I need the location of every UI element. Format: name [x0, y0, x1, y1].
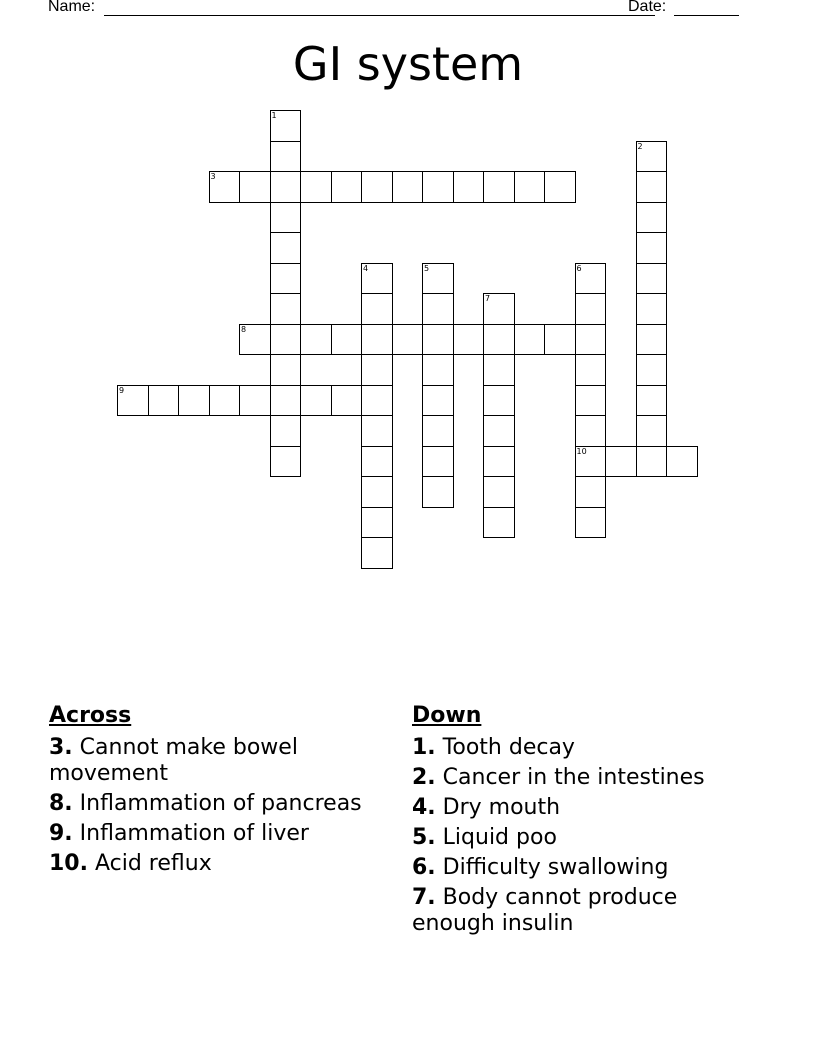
grid-cell[interactable]	[270, 354, 302, 386]
grid-cell[interactable]	[422, 263, 454, 295]
grid-cell[interactable]	[300, 324, 332, 356]
across-clue	[49, 791, 369, 817]
clue-text: Tooth decay	[435, 735, 575, 760]
grid-cell[interactable]	[331, 324, 363, 356]
across-clue	[49, 735, 369, 787]
grid-cell[interactable]	[361, 446, 393, 478]
puzzle-title: GI system	[292, 37, 524, 91]
clue-number-label: 9.	[49, 821, 73, 846]
across-clues	[49, 701, 369, 881]
grid-cell[interactable]	[483, 324, 515, 356]
grid-cell[interactable]	[422, 293, 454, 325]
grid-cell[interactable]	[239, 324, 271, 356]
grid-cell[interactable]	[544, 324, 576, 356]
grid-cell[interactable]	[300, 171, 332, 203]
date-label: Date:	[628, 0, 667, 15]
grid-cell[interactable]	[514, 324, 546, 356]
grid-cell[interactable]	[575, 446, 607, 478]
clue-text: Cancer in the intestines	[435, 765, 705, 790]
across-clue	[49, 821, 369, 847]
grid-cell[interactable]	[575, 415, 607, 447]
grid-cell[interactable]	[636, 324, 668, 356]
grid-cell[interactable]	[300, 385, 332, 417]
grid-cell[interactable]	[636, 415, 668, 447]
down-clue	[412, 855, 752, 881]
grid-cell[interactable]	[361, 171, 393, 203]
grid-cell[interactable]	[361, 263, 393, 295]
clue-text: Liquid poo	[435, 825, 557, 850]
grid-cell[interactable]	[361, 385, 393, 417]
grid-cell[interactable]	[361, 476, 393, 508]
clue-number: 8	[241, 324, 247, 334]
grid-cell[interactable]	[636, 446, 668, 478]
clue-number-label: 5.	[412, 825, 436, 850]
clue-number-label: 1.	[412, 735, 436, 760]
down-clue	[412, 735, 752, 761]
grid-cell[interactable]	[148, 385, 180, 417]
clue-number-label: 10.	[49, 851, 88, 876]
grid-cell[interactable]	[361, 537, 393, 569]
down-clue	[412, 765, 752, 791]
down-clue-list	[412, 735, 752, 937]
grid-cell[interactable]	[422, 324, 454, 356]
down-clue	[412, 825, 752, 851]
grid-cell[interactable]	[636, 202, 668, 234]
grid-cell[interactable]	[483, 446, 515, 478]
across-clue	[49, 851, 369, 877]
grid-cell[interactable]	[483, 171, 515, 203]
grid-cell[interactable]	[209, 385, 241, 417]
grid-cell[interactable]	[575, 385, 607, 417]
grid-cell[interactable]	[270, 202, 302, 234]
clue-text: Cannot make bowel movement	[49, 735, 298, 786]
clue-number: 7	[485, 294, 491, 303]
clue-text: Difficulty swallowing	[435, 855, 669, 880]
grid-cell[interactable]	[270, 446, 302, 478]
grid-cell[interactable]	[270, 110, 302, 142]
grid-cell[interactable]	[483, 354, 515, 386]
clue-number: 9	[119, 385, 125, 395]
grid-cell[interactable]	[239, 171, 271, 203]
clue-number: 3	[210, 172, 216, 181]
grid-cell[interactable]	[422, 354, 454, 386]
grid-cell[interactable]	[483, 385, 515, 417]
grid-cell[interactable]	[270, 232, 302, 264]
grid-cell[interactable]	[361, 324, 393, 356]
grid-cell[interactable]	[361, 415, 393, 447]
grid-cell[interactable]	[361, 354, 393, 386]
grid-cell[interactable]	[422, 171, 454, 203]
clue-number-label: 7.	[412, 885, 436, 910]
clue-number: 2	[637, 141, 643, 151]
down-clues	[412, 701, 752, 941]
clue-text: Body cannot produce enough insulin	[412, 885, 678, 936]
grid-cell[interactable]	[270, 171, 302, 203]
clue-text: Acid reflux	[87, 851, 212, 876]
grid-cell[interactable]	[270, 415, 302, 447]
grid-cell[interactable]	[422, 415, 454, 447]
grid-cell[interactable]	[575, 354, 607, 386]
grid-cell[interactable]	[636, 171, 668, 203]
clue-number: 1	[271, 111, 277, 120]
grid-cell[interactable]	[270, 141, 302, 173]
grid-cell[interactable]	[453, 171, 485, 203]
clue-text: Inflammation of liver	[72, 821, 309, 846]
across-clue-list	[49, 735, 369, 877]
grid-cell[interactable]	[483, 476, 515, 508]
grid-cell[interactable]	[636, 354, 668, 386]
grid-cell[interactable]	[636, 385, 668, 417]
clue-number: 4	[363, 263, 369, 273]
grid-cell[interactable]	[392, 171, 424, 203]
clue-number: 5	[424, 263, 430, 273]
grid-cell[interactable]	[636, 232, 668, 264]
clue-text: Dry mouth	[435, 795, 561, 820]
clue-number-label: 3.	[49, 735, 73, 760]
clue-number-label: 6.	[412, 855, 436, 880]
grid-cell[interactable]	[361, 507, 393, 539]
grid-cell[interactable]	[483, 293, 515, 325]
grid-cell[interactable]	[209, 171, 241, 203]
clue-number-label: 8.	[49, 791, 73, 816]
grid-cell[interactable]	[575, 507, 607, 539]
grid-cell[interactable]	[483, 507, 515, 539]
grid-cell[interactable]	[270, 324, 302, 356]
grid-cell[interactable]	[575, 263, 607, 295]
down-heading: Down	[412, 703, 482, 728]
across-heading: Across	[49, 703, 132, 728]
grid-cell[interactable]	[544, 171, 576, 203]
clue-number: 10	[576, 446, 587, 456]
grid-cell[interactable]	[666, 446, 698, 478]
grid-cell[interactable]	[575, 476, 607, 508]
grid-cell[interactable]	[331, 171, 363, 203]
grid-cell[interactable]	[361, 293, 393, 325]
grid-cell[interactable]	[331, 385, 363, 417]
grid-cell[interactable]	[575, 324, 607, 356]
grid-cell[interactable]	[422, 476, 454, 508]
grid-cell[interactable]	[178, 385, 210, 417]
grid-cell[interactable]	[636, 263, 668, 295]
grid-cell[interactable]	[270, 385, 302, 417]
clue-number: 6	[576, 263, 582, 273]
grid-cell[interactable]	[636, 141, 668, 173]
clue-number-label: 2.	[412, 765, 436, 790]
clue-text: Inflammation of pancreas	[72, 791, 362, 816]
grid-cell[interactable]	[392, 324, 424, 356]
grid-cell[interactable]	[636, 293, 668, 325]
down-clue	[412, 885, 752, 937]
grid-cell[interactable]	[270, 263, 302, 295]
clue-number-label: 4.	[412, 795, 436, 820]
grid-cell[interactable]	[575, 293, 607, 325]
grid-cell[interactable]	[453, 324, 485, 356]
grid-cell[interactable]	[422, 446, 454, 478]
grid-cell[interactable]	[239, 385, 271, 417]
grid-cell[interactable]	[422, 385, 454, 417]
down-clue	[412, 795, 752, 821]
grid-cell[interactable]	[605, 446, 637, 478]
grid-cell[interactable]	[270, 293, 302, 325]
grid-cell[interactable]	[117, 385, 149, 417]
name-label: Name:	[48, 0, 96, 15]
grid-cell[interactable]	[514, 171, 546, 203]
grid-cell[interactable]	[483, 415, 515, 447]
